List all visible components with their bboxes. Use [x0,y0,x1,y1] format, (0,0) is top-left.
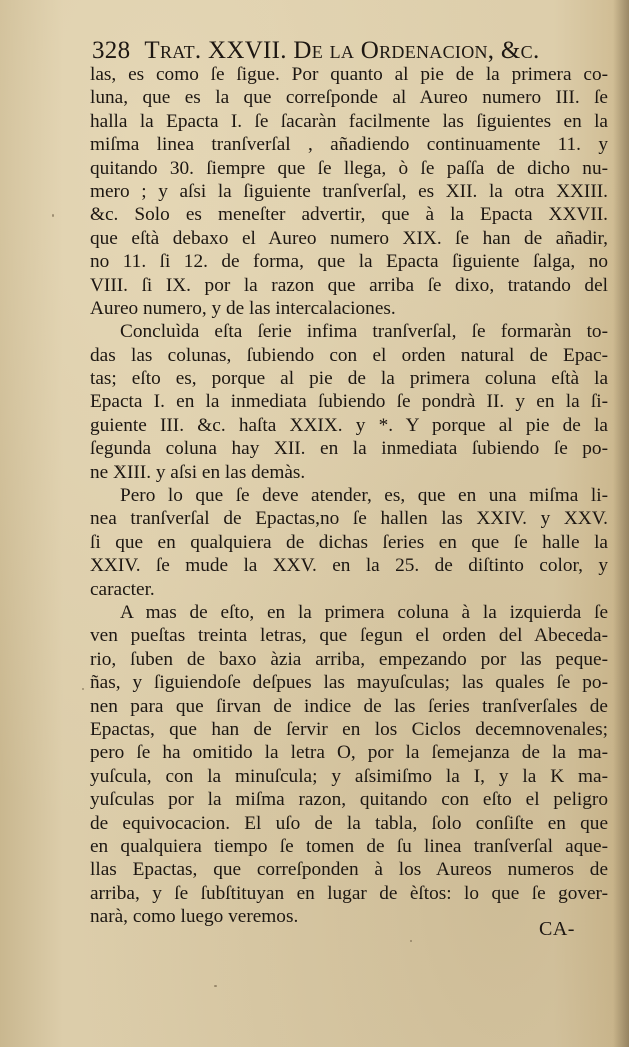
text-line: de equivocacion. El uſo de la tabla, ſolo conſiſte en que [90,812,608,834]
text-line: das las colunas, ſubiendo con el orden natural de Epac- [90,344,608,366]
text-line: no 11. ſi 12. de forma, que la Epacta ſiguiente ſalga, no [90,251,608,273]
text-line: las, es como ſe ſigue. Por quanto al pie de la primera co- [90,64,608,85]
text-line: tas; eſto es, porque al pie de la primera coluna eſtà la [90,368,608,390]
text-line: narà, como luego veremos. [90,906,299,928]
running-title: Trat. XXVII. De la Ordenacion, &c. [144,37,540,64]
text-line: ñas, y ſiguiendoſe deſpues las mayuſculas; las quales ſe po- [90,672,608,694]
page-edge-shadow [613,0,629,1047]
paragraph-first-line: Pero lo que ſe deve atender, es, que en una miſma li- [120,485,608,507]
text-line: que eſtà debaxo el Aureo numero XIX. ſe han de añadir, [90,227,608,249]
catchword: CA- [539,918,575,940]
text-line: ſegunda coluna hay XII. en la inmediata ſubiendo ſe po- [90,438,608,460]
text-line: rio, ſuben de baxo àzia arriba, empezando por las peque- [90,648,608,670]
text-line: Aureo numero, y de las intercalaciones. [90,297,396,319]
body-text [90,63,608,928]
text-line: XXIV. ſe mude la XXV. en la 25. de diſtinto color, y [90,555,608,577]
text-line: arriba, y ſe ſubſtituyan en lugar de èſtos: lo que ſe gover- [90,882,608,904]
text-line: Epacta I. en la inmediata ſubiendo ſe pondrà II. y en la ſi- [90,391,608,413]
text-line: VIII. ſi IX. por la razon que arriba ſe dixo, tratando del [90,274,608,296]
text-line: Epactas, que han de ſervir en los Ciclos decemnovenales; [90,718,608,740]
text-line: &c. Solo es meneſter advertir, que à la Epacta XXVII. [90,204,608,226]
text-line: nen para que ſirvan de indice de las ſeries tranſverſales de [90,695,608,717]
text-line: en qualquiera tiempo ſe tomen de ſu linea tranſverſal aque- [90,835,608,857]
text-line: pero ſe ha omitido la letra O, por la ſemejanza de la ma- [90,742,608,764]
page-number: 328 [92,37,131,64]
text-line: halla la Epacta I. ſe ſacaràn facilmente las ſiguientes en la [90,110,608,132]
text-line: yuſculas por la miſma razon, quitando con eſto el peligro [90,789,608,811]
text-line: mero ; y aſsi la ſiguiente tranſverſal, es XII. la otra XXIII. [90,180,608,202]
paper-speck [118,466,121,469]
paper-speck [214,985,217,987]
running-head [92,36,572,66]
text-line: ne XIII. y aſsi en las demàs. [90,461,306,483]
paragraph-first-line: A mas de eſto, en la primera coluna à la izquierda ſe [120,601,608,623]
text-line: quitando 30. ſiempre que ſe llega, ò ſe paſſa de dicho nu- [90,157,608,179]
text-line: nea tranſverſal de Epactas,no ſe hallen las XXIV. y XXV. [90,508,608,530]
paragraph-first-line: Concluìda eſta ſerie infima tranſverſal, ſe formaràn to- [120,321,608,343]
text-line: ſi que en qualquiera de dichas ſeries en que ſe halle la [90,531,608,553]
paper-speck [410,940,412,942]
text-line: miſma linea tranſverſal , añadiendo continuamente 11. y [90,134,608,156]
text-line: llas Epactas, que correſponden à los Aureos numeros de [90,859,608,881]
text-line: guiente III. &c. haſta XXIX. y *. Y porque al pie de la [90,414,608,436]
paper-speck [82,688,84,690]
text-line: yuſcula, con la minuſcula; y aſsimiſmo la I, y la K ma- [90,765,608,787]
text-line: luna, que es la que correſponde al Aureo numero III. ſe [90,87,608,109]
text-line: caracter. [90,578,155,600]
paper-speck [52,214,54,217]
text-line: ven pueſtas treinta letras, que ſegun el orden del Abeceda- [90,625,608,647]
